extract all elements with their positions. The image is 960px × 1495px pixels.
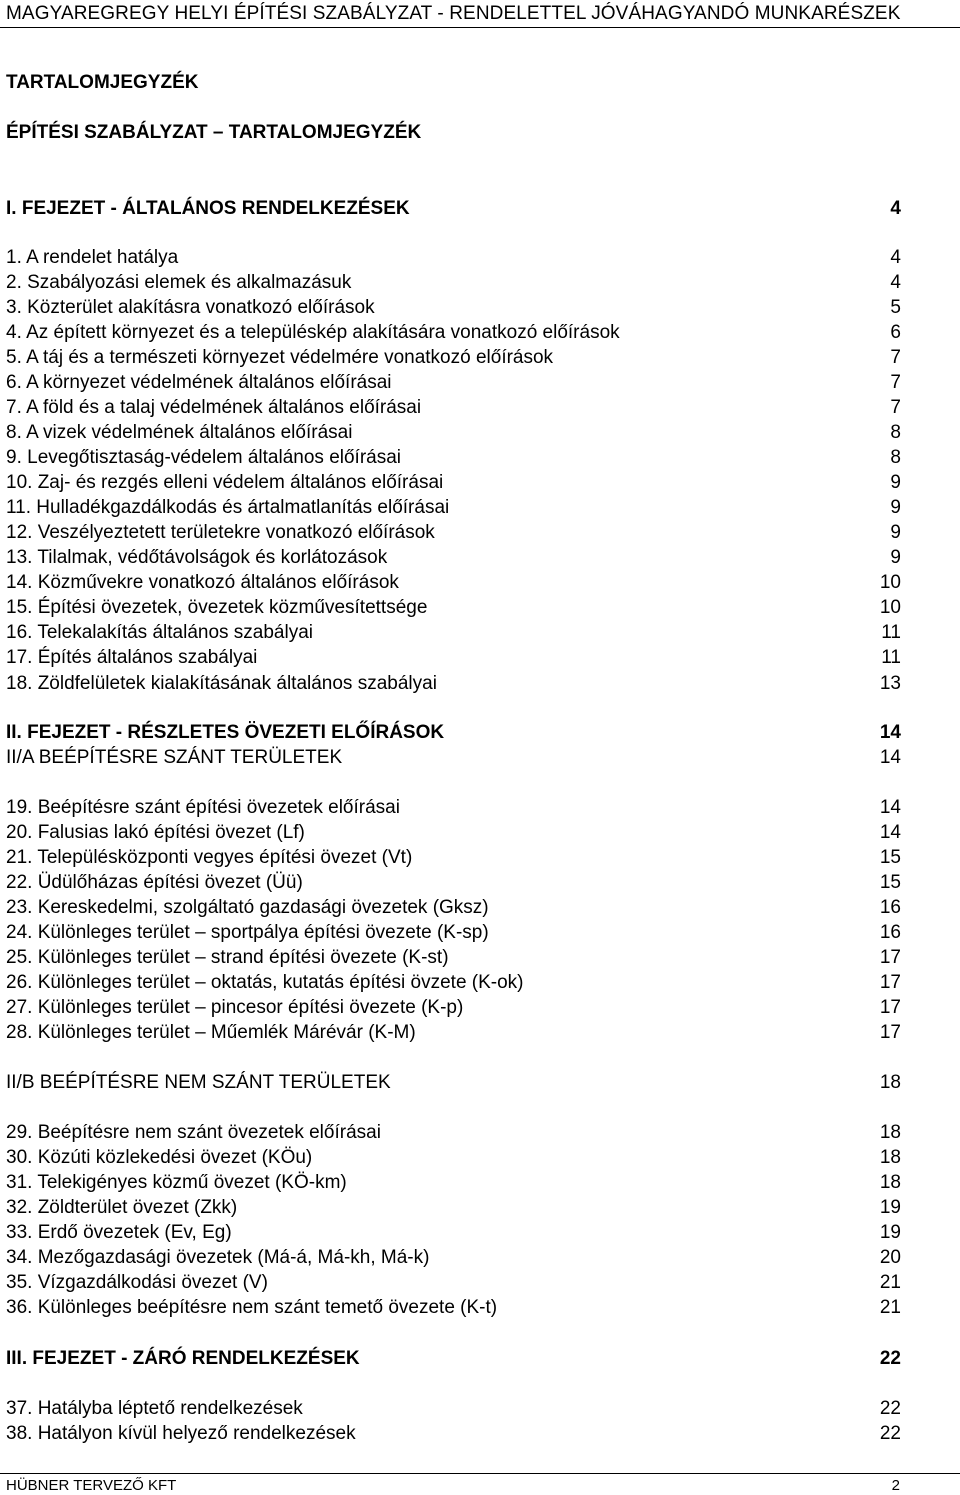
toc-entry[interactable] — [6, 471, 901, 495]
toc-entry-label: 35. Vízgazdálkodási övezet (V) — [6, 1272, 268, 1293]
toc-entry[interactable] — [6, 971, 901, 995]
toc-entry-label: 10. Zaj- és rezgés elleni védelem általános előírásai — [6, 472, 444, 493]
toc-entry[interactable] — [6, 396, 901, 420]
toc-chapter-heading[interactable] — [6, 197, 901, 221]
toc-entry-label: 26. Különleges terület – oktatás, kutatás építési övzete (K-ok) — [6, 972, 524, 993]
toc-entry[interactable] — [6, 796, 901, 820]
toc-entry-page: 7 — [890, 372, 901, 393]
page-header — [0, 0, 960, 28]
toc-entry-label: 37. Hatályba léptető rendelkezések — [6, 1398, 303, 1419]
toc-entry-page: 8 — [890, 422, 901, 443]
toc-entry-label: 28. Különleges terület – Műemlék Márévár (K-M) — [6, 1022, 416, 1043]
toc-entry-page: 18 — [879, 1122, 901, 1143]
toc-entry-label: 25. Különleges terület – strand építési övezete (K-st) — [6, 947, 449, 968]
toc-entry-label: 17. Építés általános szabályai — [6, 647, 258, 668]
toc-entry-label: 9. Levegőtisztaság-védelem általános előírásai — [6, 447, 402, 468]
toc-entry-page: 15 — [879, 847, 901, 868]
toc-entry[interactable] — [6, 371, 901, 395]
toc-entry[interactable] — [6, 1271, 901, 1295]
toc-entry-page: 5 — [890, 297, 901, 318]
toc-entry-label: 22. Üdülőházas építési övezet (Üü) — [6, 872, 303, 893]
toc-entry-page: 7 — [890, 397, 901, 418]
toc-entry-page: 11 — [881, 622, 901, 643]
toc-entry-page: 14 — [879, 822, 901, 843]
toc-entry-label: 2. Szabályozási elemek és alkalmazásuk — [6, 272, 352, 293]
toc-entry[interactable] — [6, 1171, 901, 1195]
toc-entry-page: 6 — [890, 322, 901, 343]
toc-entry[interactable] — [6, 821, 901, 845]
toc-entry[interactable] — [6, 946, 901, 970]
toc-entry[interactable] — [6, 846, 901, 870]
toc-entry-label: 32. Zöldterület övezet (Zkk) — [6, 1197, 238, 1218]
toc-entry-page: 11 — [881, 647, 901, 668]
toc-subtitle — [6, 121, 901, 145]
toc-entry[interactable] — [6, 446, 901, 470]
toc-subtitle-text: ÉPÍTÉSI SZABÁLYZAT – TARTALOMJEGYZÉK — [6, 122, 422, 143]
toc-entry[interactable] — [6, 596, 901, 620]
toc-entry[interactable] — [6, 1296, 901, 1320]
toc-chapter-heading[interactable] — [6, 1347, 901, 1371]
toc-entry-page: 17 — [879, 947, 901, 968]
toc-entry[interactable] — [6, 871, 901, 895]
toc-entry[interactable] — [6, 346, 901, 370]
toc-entry-page: 4 — [890, 247, 901, 268]
toc-entry-label: 5. A táj és a természeti környezet védelmére vonatkozó előírások — [6, 347, 554, 368]
toc-entry-label: II/B BEÉPÍTÉSRE NEM SZÁNT TERÜLETEK — [6, 1072, 391, 1093]
toc-entry-page: 18 — [879, 1172, 901, 1193]
toc-entry-label: II/A BEÉPÍTÉSRE SZÁNT TERÜLETEK — [6, 747, 343, 768]
toc-entry-page: 15 — [879, 872, 901, 893]
toc-entry[interactable] — [6, 1221, 901, 1245]
footer-page-number: 2 — [891, 1477, 900, 1494]
toc-entry-page: 17 — [879, 997, 901, 1018]
toc-entry[interactable] — [6, 496, 901, 520]
toc-entry-label: 21. Településközponti vegyes építési övezet (Vt) — [6, 847, 413, 868]
toc-entry[interactable] — [6, 321, 901, 345]
toc-entry[interactable] — [6, 1196, 901, 1220]
toc-entry[interactable] — [6, 246, 901, 270]
toc-entry-label: 27. Különleges terület – pincesor építési övezete (K-p) — [6, 997, 464, 1018]
toc-entry-label: 6. A környezet védelmének általános előírásai — [6, 372, 392, 393]
toc-title — [6, 71, 901, 95]
toc-chapter-heading[interactable] — [6, 721, 901, 745]
toc-entry-label: 18. Zöldfelületek kialakításának általános szabályai — [6, 673, 437, 694]
toc-entry[interactable] — [6, 1246, 901, 1270]
toc-entry-label: 1. A rendelet hatálya — [6, 247, 179, 268]
toc-entry-page: 17 — [879, 972, 901, 993]
toc-entry-page: 17 — [879, 1022, 901, 1043]
toc-entry-page: 21 — [879, 1297, 901, 1318]
toc-entry-page: 4 — [890, 272, 901, 293]
toc-entry-label: 36. Különleges beépítésre nem szánt temető övezete (K-t) — [6, 1297, 498, 1318]
toc-entry-page: 8 — [890, 447, 901, 468]
toc-entry[interactable] — [6, 571, 901, 595]
toc-entry[interactable] — [6, 1397, 901, 1421]
toc-entry[interactable] — [6, 421, 901, 445]
toc-entry[interactable] — [6, 546, 901, 570]
toc-entry[interactable] — [6, 646, 901, 670]
toc-entry-label: 13. Tilalmak, védőtávolságok és korlátozások — [6, 547, 388, 568]
toc-entry-page: 16 — [879, 922, 901, 943]
toc-entry-page: 10 — [879, 597, 901, 618]
toc-entry-label: 20. Falusias lakó építési övezet (Lf) — [6, 822, 305, 843]
toc-entry-page: 19 — [879, 1222, 901, 1243]
toc-entry-page: 16 — [879, 897, 901, 918]
toc-entry-label: 31. Telekigényes közmű övezet (KÖ-km) — [6, 1172, 347, 1193]
toc-entry-label: 3. Közterület alakításra vonatkozó előírások — [6, 297, 375, 318]
toc-entry-page: 4 — [890, 198, 901, 219]
toc-entry-page: 22 — [879, 1348, 901, 1369]
toc-entry-label: 7. A föld és a talaj védelmének általános előírásai — [6, 397, 422, 418]
toc-entry[interactable] — [6, 1071, 901, 1095]
toc-entry-label: II. FEJEZET - RÉSZLETES ÖVEZETI ELŐÍRÁSOK — [6, 722, 445, 743]
toc-entry[interactable] — [6, 621, 901, 645]
toc-entry-label: 24. Különleges terület – sportpálya építési övezete (K-sp) — [6, 922, 489, 943]
toc-entry[interactable] — [6, 896, 901, 920]
toc-entry-page: 14 — [879, 722, 901, 743]
toc-entry[interactable] — [6, 271, 901, 295]
toc-entry-page: 18 — [879, 1147, 901, 1168]
toc-title-text: TARTALOMJEGYZÉK — [6, 72, 199, 93]
toc-entry[interactable] — [6, 1021, 901, 1045]
toc-entry-label: 12. Veszélyeztetett területekre vonatkozó előírások — [6, 522, 435, 543]
toc-entry-label: 16. Telekalakítás általános szabályai — [6, 622, 314, 643]
toc-entry[interactable] — [6, 1146, 901, 1170]
footer-company: HÜBNER TERVEZŐ KFT — [6, 1477, 177, 1494]
toc-entry-page: 9 — [890, 547, 901, 568]
toc-entry-label: 14. Közművekre vonatkozó általános előírások — [6, 572, 399, 593]
toc-entry-label: 15. Építési övezetek, övezetek közművesítettsége — [6, 597, 428, 618]
toc-entry-label: 19. Beépítésre szánt építési övezetek előírásai — [6, 797, 400, 818]
toc-entry[interactable] — [6, 1121, 901, 1145]
toc-entry-page: 7 — [890, 347, 901, 368]
toc-entry-page: 9 — [890, 497, 901, 518]
toc-entry-page: 13 — [879, 673, 901, 694]
toc-entry[interactable] — [6, 672, 901, 696]
toc-entry[interactable] — [6, 921, 901, 945]
toc-entry-page: 18 — [879, 1072, 901, 1093]
toc-entry-page: 9 — [890, 472, 901, 493]
footer-divider — [0, 1473, 960, 1474]
toc-entry-label: 30. Közúti közlekedési övezet (KÖu) — [6, 1147, 313, 1168]
toc-entry-page: 14 — [879, 797, 901, 818]
toc-entry-label: III. FEJEZET - ZÁRÓ RENDELKEZÉSEK — [6, 1348, 360, 1369]
toc-entry[interactable] — [6, 996, 901, 1020]
toc-entry-page: 10 — [879, 572, 901, 593]
toc-entry[interactable] — [6, 521, 901, 545]
toc-entry[interactable] — [6, 746, 901, 770]
toc-entry-label: I. FEJEZET - ÁLTALÁNOS RENDELKEZÉSEK — [6, 198, 410, 219]
toc-entry-label: 11. Hulladékgazdálkodás és ártalmatlanítás előírásai — [6, 497, 450, 518]
toc-entry-page: 22 — [879, 1423, 901, 1444]
toc-entry-label: 29. Beépítésre nem szánt övezetek előírásai — [6, 1122, 381, 1143]
toc-entry-page: 22 — [879, 1398, 901, 1419]
toc-entry-page: 14 — [879, 747, 901, 768]
toc-entry-label: 38. Hatályon kívül helyező rendelkezések — [6, 1423, 356, 1444]
toc-entry[interactable] — [6, 1422, 901, 1446]
header-title: MAGYAREGREGY HELYI ÉPÍTÉSI SZABÁLYZAT - RENDELETTEL JÓVÁHAGYANDÓ MUNKARÉSZEK — [6, 3, 901, 24]
toc-entry-page: 19 — [879, 1197, 901, 1218]
toc-entry-label: 34. Mezőgazdasági övezetek (Má-á, Má-kh, Má-k) — [6, 1247, 430, 1268]
toc-entry-label: 33. Erdő övezetek (Ev, Eg) — [6, 1222, 232, 1243]
toc-entry-label: 4. Az épített környezet és a településkép alakítására vonatkozó előírások — [6, 322, 620, 343]
toc-entry-label: 23. Kereskedelmi, szolgáltató gazdasági övezetek (Gksz) — [6, 897, 489, 918]
toc-entry-label: 8. A vizek védelmének általános előírásai — [6, 422, 353, 443]
toc-entry-page: 20 — [879, 1247, 901, 1268]
toc-entry-page: 9 — [890, 522, 901, 543]
toc-entry[interactable] — [6, 296, 901, 320]
toc-entry-page: 21 — [879, 1272, 901, 1293]
